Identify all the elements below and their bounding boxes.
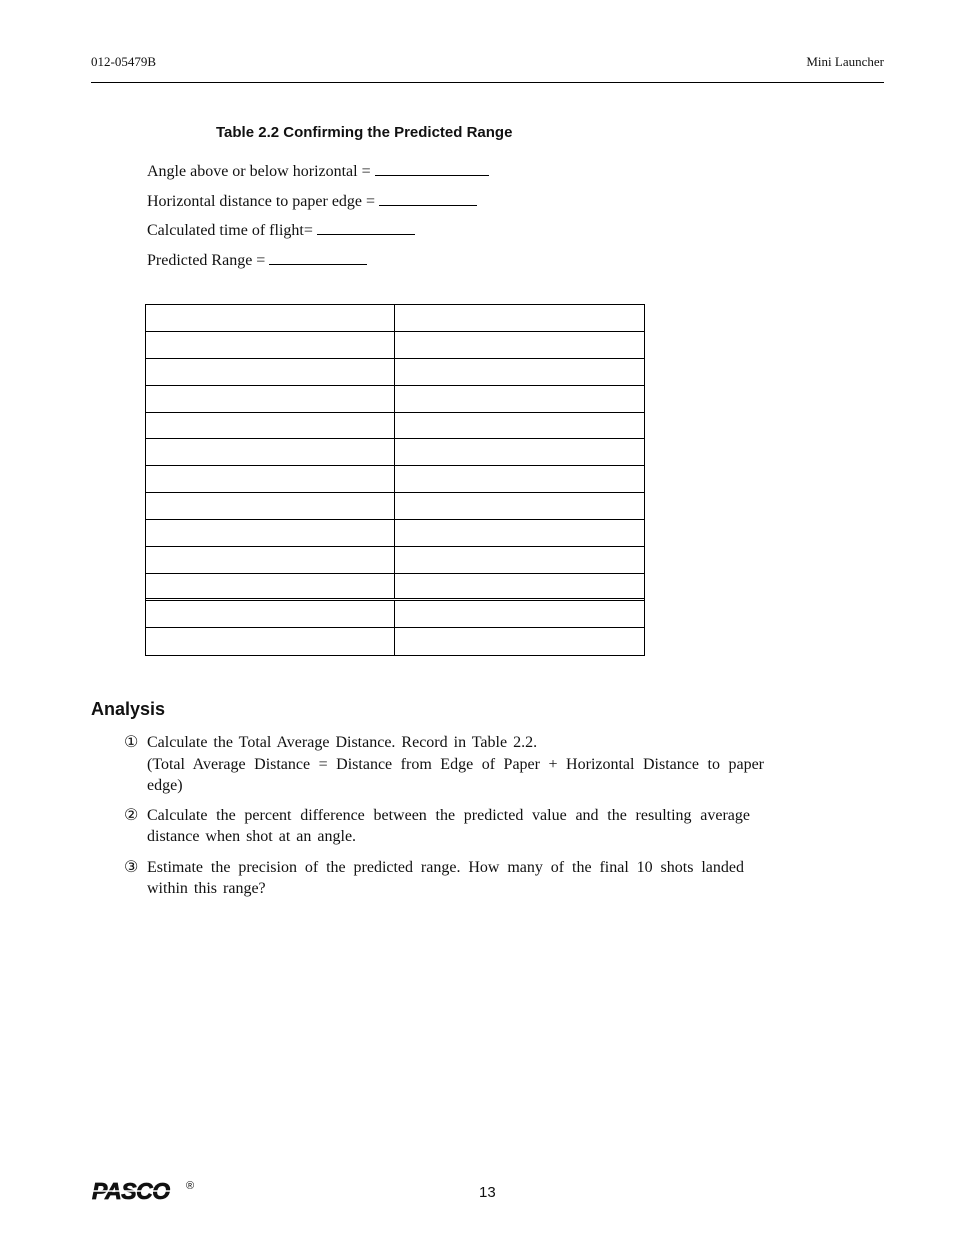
table-cell[interactable] [146,305,395,331]
table-row [146,305,644,332]
table-row [146,386,644,413]
pasco-logo-icon [91,1178,183,1202]
table-cell[interactable] [146,359,395,385]
table-cell[interactable] [146,493,395,519]
table-cell[interactable] [146,332,395,358]
table-cell[interactable] [395,466,644,492]
table-cell[interactable] [146,466,395,492]
table-cell[interactable] [146,628,395,655]
table-cell[interactable] [146,386,395,412]
table-row [146,547,644,574]
table-title: Table 2.2 Confirming the Predicted Range [216,124,513,141]
field-predicted-range-blank[interactable] [269,252,367,265]
product-name: Mini Launcher [806,54,884,69]
pasco-logo [91,1178,194,1202]
table-cell[interactable] [146,413,395,439]
table-row [146,493,644,520]
field-angle-label: Angle above or below horizontal = [147,163,371,180]
registered-mark: ® [186,1180,195,1192]
item-marker: ③ [124,859,139,876]
header-rule [91,82,884,83]
field-time-of-flight [147,222,415,240]
svg-text:PASCO: PASCO [92,1178,170,1202]
field-horizontal-distance-label: Horizontal distance to paper edge = [147,193,376,210]
table-row [146,413,644,440]
table-cell[interactable] [395,574,644,598]
table-row [146,439,644,466]
analysis-item-3 [124,857,744,899]
item-subtext: (Total Average Distance = Distance from Edge of Paper + Horizontal Distance to paper edge) [147,756,764,794]
table-row [146,520,644,547]
table-row [146,466,644,493]
table-cell[interactable] [395,520,644,546]
table-row [146,359,644,386]
table-cell[interactable] [395,332,644,358]
table-cell[interactable] [395,439,644,465]
item-marker: ① [124,734,139,751]
table-cell[interactable] [146,520,395,546]
field-predicted-range-label: Predicted Range = [147,252,266,269]
table-cell[interactable] [395,628,644,655]
item-text: Calculate the Total Average Distance. Record in Table 2.2. [147,734,538,751]
field-time-of-flight-label: Calculated time of flight= [147,222,313,239]
analysis-heading: Analysis [91,699,166,719]
table-cell[interactable] [395,386,644,412]
table-cell[interactable] [146,574,395,598]
page-number: 13 [479,1184,496,1201]
field-angle-blank[interactable] [375,163,489,176]
table-cell[interactable] [395,493,644,519]
field-time-of-flight-blank[interactable] [317,222,415,235]
item-marker: ② [124,807,139,824]
field-predicted-range [147,252,367,270]
table-row [146,574,644,601]
analysis-item-1 [124,732,764,796]
data-table [145,304,645,656]
table-cell[interactable] [146,601,395,627]
table-cell[interactable] [395,547,644,573]
field-horizontal-distance [147,193,477,211]
table-cell[interactable] [395,305,644,331]
document-number: 012-05479B [91,54,156,69]
item-text: Calculate the percent difference between the predicted value and the resulting average distance when shot at an angle. [147,807,750,845]
table-cell[interactable] [395,359,644,385]
table-row [146,601,644,628]
field-horizontal-distance-blank[interactable] [379,193,477,206]
table-row [146,332,644,359]
analysis-item-2 [124,805,750,847]
table-cell[interactable] [395,413,644,439]
item-text: Estimate the precision of the predicted range. How many of the final 10 shots landed within this range? [147,859,744,897]
field-angle [147,163,489,181]
table-cell[interactable] [395,601,644,627]
table-cell[interactable] [146,547,395,573]
table-cell[interactable] [146,439,395,465]
table-row [146,628,644,655]
